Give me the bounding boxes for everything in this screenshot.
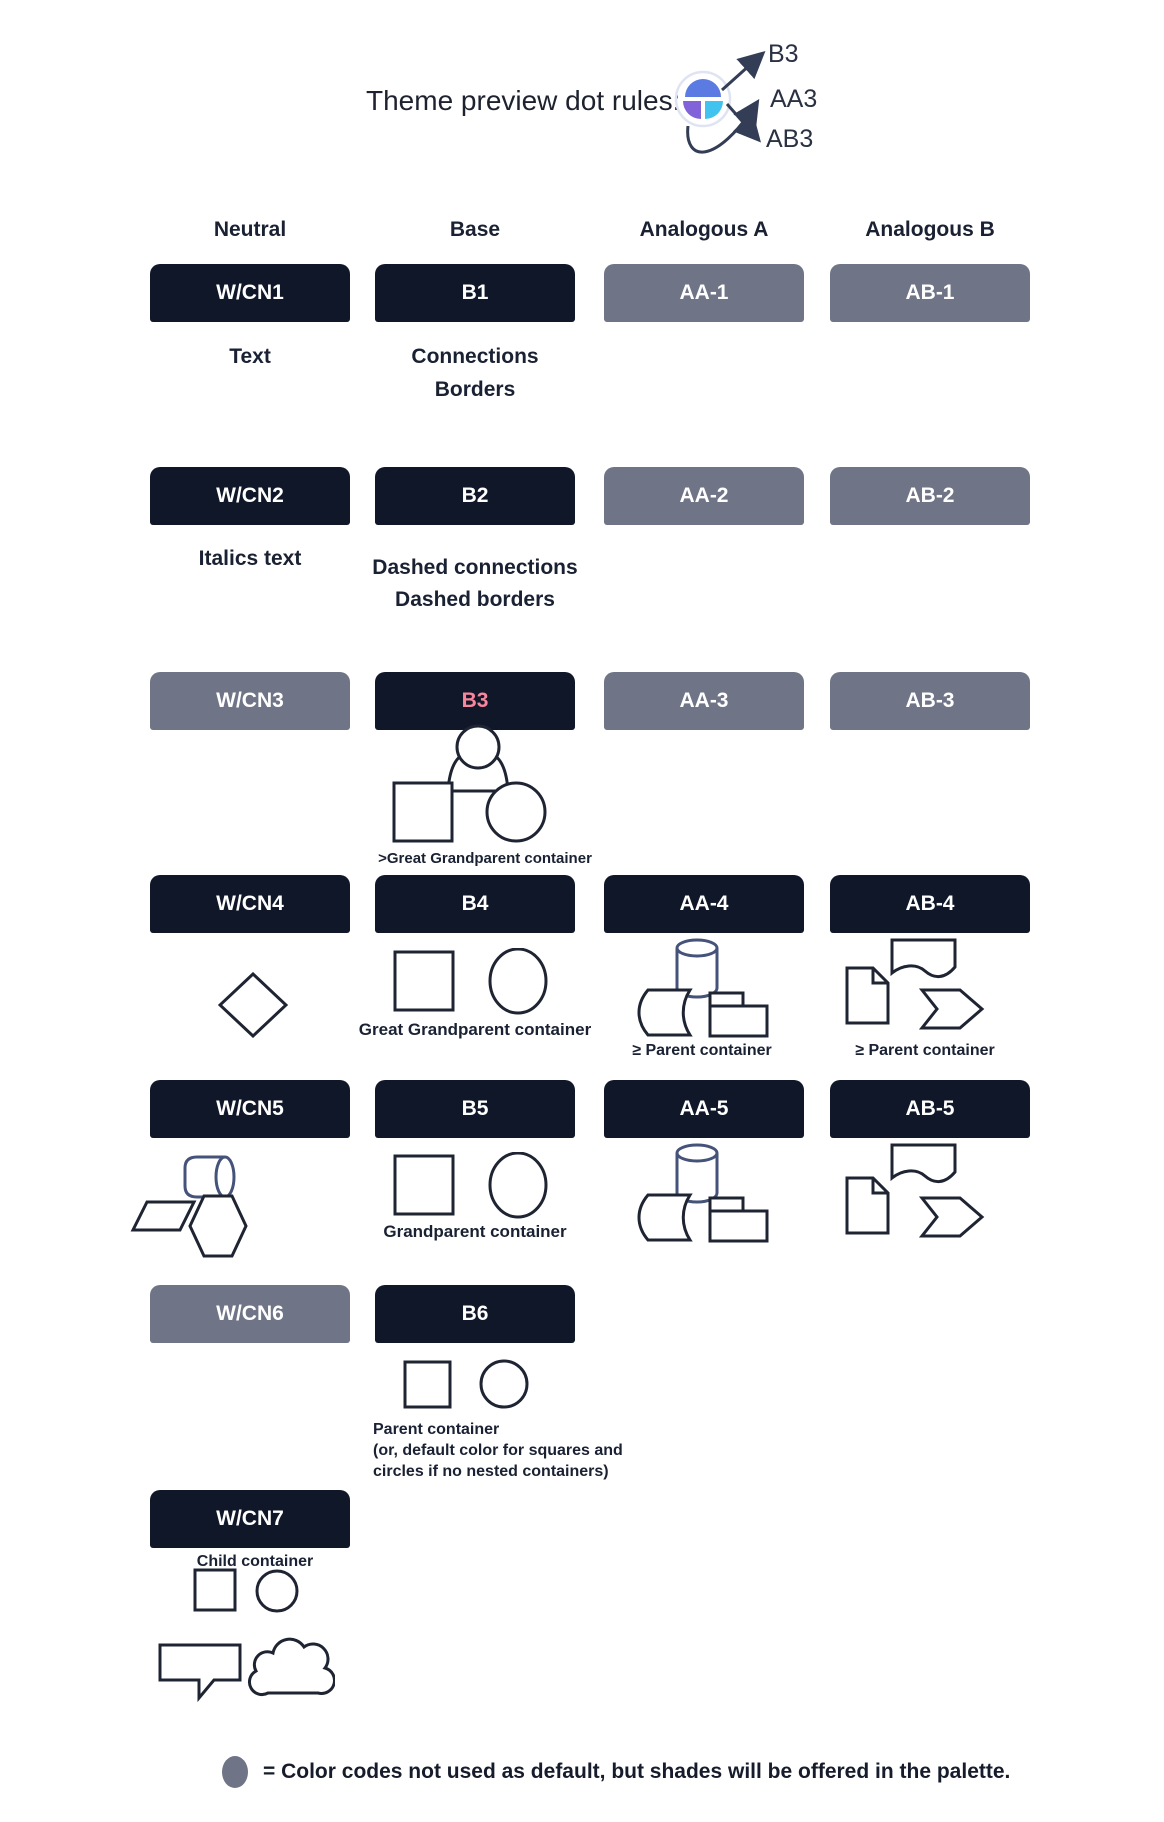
square-shape xyxy=(394,783,452,841)
caption-gte-parent-ab4: ≥ Parent container xyxy=(855,1042,995,1059)
swatch-wcn6: W/CN6 xyxy=(150,1285,350,1343)
page-title: Theme preview dot rules: xyxy=(366,85,681,116)
ab4-shapes xyxy=(840,935,1030,1035)
stored-data-shape xyxy=(639,990,690,1035)
square-shape xyxy=(195,1570,235,1610)
swatch-aa2: AA-2 xyxy=(604,467,804,525)
swatch-aa4: AA-4 xyxy=(604,875,804,933)
chevron-shape xyxy=(922,990,982,1028)
stored-data-shape xyxy=(639,1195,690,1240)
person-head-icon xyxy=(457,726,499,768)
swatch-b5: B5 xyxy=(375,1080,575,1138)
swatch-wcn1: W/CN1 xyxy=(150,264,350,322)
caption-grandparent: Grandparent container xyxy=(383,1222,567,1241)
document-shape xyxy=(892,940,955,977)
swatch-ab2: AB-2 xyxy=(830,467,1030,525)
document-shape xyxy=(892,1145,955,1182)
column-header-base: Base xyxy=(449,218,501,241)
caption-parent-line3: circles if no nested containers) xyxy=(373,1463,609,1480)
square-shape xyxy=(395,1156,453,1214)
caption-parent-container xyxy=(373,1419,653,1482)
page-shape xyxy=(847,1178,888,1233)
legend-dot-icon xyxy=(218,1753,252,1791)
swatch-aa1: AA-1 xyxy=(604,264,804,322)
swatch-wcn7: W/CN7 xyxy=(150,1490,350,1548)
extra-shapes xyxy=(150,1632,335,1706)
caption-italics-text: Italics text xyxy=(198,547,302,570)
caption-parent-line1: Parent container xyxy=(373,1421,500,1438)
hexagon-shape xyxy=(190,1196,246,1256)
circle-shape xyxy=(490,949,546,1013)
caption-borders: Borders xyxy=(434,378,516,401)
swatch-ab1: AB-1 xyxy=(830,264,1030,322)
square-shape xyxy=(405,1362,450,1407)
swatch-ab4: AB-4 xyxy=(830,875,1030,933)
swatch-wcn2: W/CN2 xyxy=(150,467,350,525)
wcn4-diamond-shape xyxy=(218,972,288,1038)
caption-great-grandparent: Great Grandparent container xyxy=(358,1020,592,1039)
tabbed-box-shape xyxy=(710,1211,767,1241)
b4-shapes xyxy=(370,948,580,1018)
swatch-b4: B4 xyxy=(375,875,575,933)
chevron-shape xyxy=(922,1198,982,1236)
b3-great-grandparent-shapes xyxy=(370,715,580,850)
swatch-aa5: AA-5 xyxy=(604,1080,804,1138)
circle-shape xyxy=(490,1153,546,1217)
aa4-shapes xyxy=(600,938,800,1038)
dot-rule-label-aa3: AA3 xyxy=(770,85,818,113)
b6-shapes xyxy=(395,1358,535,1412)
caption-parent-line2: (or, default color for squares and xyxy=(373,1442,623,1459)
dot-rule-label-ab3: AB3 xyxy=(766,125,814,153)
swatch-wcn3: W/CN3 xyxy=(150,672,350,730)
square-shape xyxy=(395,952,453,1010)
circle-shape xyxy=(481,1361,527,1407)
caption-dashed-borders: Dashed borders xyxy=(395,588,555,611)
column-header-neutral: Neutral xyxy=(213,218,287,241)
child-shapes xyxy=(188,1566,303,1616)
circle-shape xyxy=(487,783,545,841)
swatch-ab5: AB-5 xyxy=(830,1080,1030,1138)
caption-dashed-connections: Dashed connections xyxy=(372,556,578,579)
caption-connections: Connections xyxy=(411,345,539,368)
swatch-b6: B6 xyxy=(375,1285,575,1343)
caption-gte-parent-aa4: ≥ Parent container xyxy=(632,1042,772,1059)
swatch-ab3: AB-3 xyxy=(830,672,1030,730)
cloud-shape xyxy=(249,1639,334,1694)
tabbed-box-shape xyxy=(710,1006,767,1036)
circle-shape xyxy=(257,1571,297,1611)
wcn5-shapes xyxy=(125,1152,255,1260)
swatch-b3: B3 xyxy=(375,672,575,730)
swatch-wcn4: W/CN4 xyxy=(150,875,350,933)
dot-rule-label-b3: B3 xyxy=(768,40,799,68)
caption-text: Text xyxy=(229,345,271,368)
column-header-analogous-b: Analogous B xyxy=(865,218,995,241)
swatch-aa3: AA-3 xyxy=(604,672,804,730)
swatch-b2: B2 xyxy=(375,467,575,525)
legend-text: = Color codes not used as default, but shades will be offered in the palette. xyxy=(263,1760,1011,1783)
speech-bubble-shape xyxy=(160,1645,240,1698)
aa5-shapes xyxy=(600,1143,800,1243)
b5-shapes xyxy=(370,1152,580,1222)
column-header-analogous-a: Analogous A xyxy=(639,218,769,241)
page-shape xyxy=(847,968,888,1023)
swatch-wcn5: W/CN5 xyxy=(150,1080,350,1138)
caption-great-grandparent-gt: >Great Grandparent container xyxy=(378,850,592,867)
ab5-shapes xyxy=(840,1140,1030,1245)
parallelogram-shape xyxy=(133,1202,194,1230)
caption-child-container: Child container xyxy=(196,1553,314,1570)
swatch-b1: B1 xyxy=(375,264,575,322)
